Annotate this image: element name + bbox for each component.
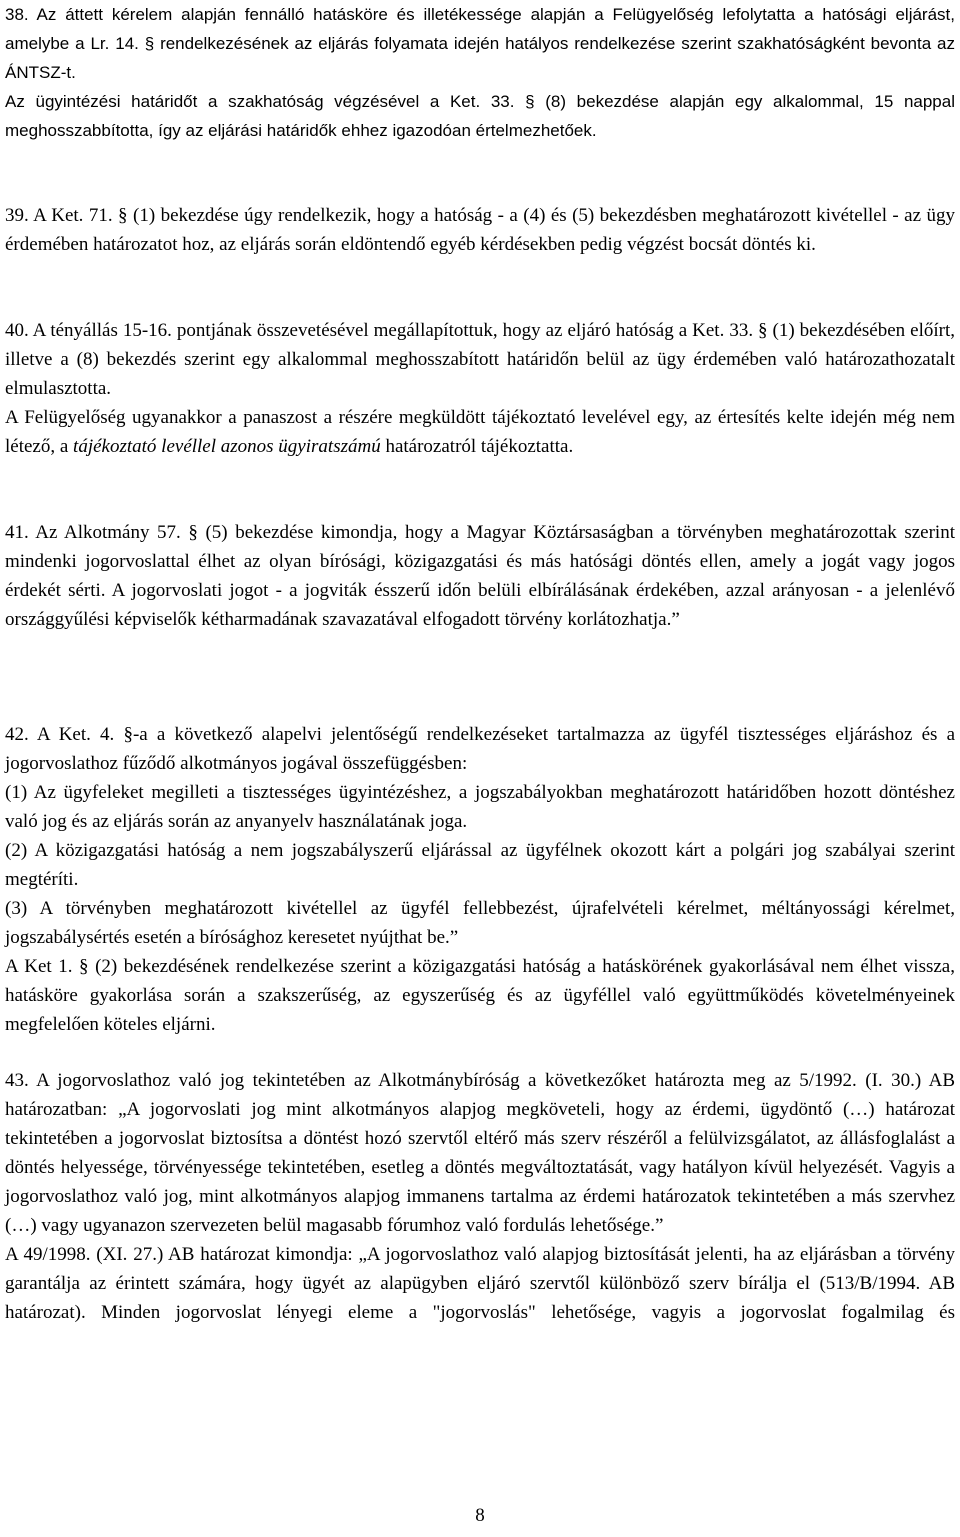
paragraph-42-ket-1: A Ket 1. § (2) bekezdésének rendelkezése szerint a közigazgatási hatóság a hatáskörének gyakorlásával nem élhet vissza, hatásköre gyakorlása során a szakszerűség, az egyszerűség és az ügyféllel való együttműködés követelményeinek megfelelően köteles eljárni. (5, 956, 955, 1035)
paragraph-41 (5, 518, 955, 634)
paragraph-40-notice-emphasis: tájékoztató levéllel azonos ügyiratszámú (73, 436, 381, 457)
paragraph-41-text: 41. Az Alkotmány 57. § (5) bekezdése kimondja, hogy a Magyar Köztársaságban a törvényben meghatározottak szerint mindenki jogorvoslattal élhet az olyan bírósági, közigazgatási és más hatósági döntés ellen, amely a jogát vagy jogos érdekét sérti. A jogorvoslati jogot - a jogviták ésszerű időn belüli elbírálásának érdekében, azzal arányosan - a jelenlévő országgyűlési képviselők kétharmadának szavazatával elfogadott törvény korlátozhatja.” (5, 522, 955, 630)
paragraph-40 (5, 316, 955, 461)
paragraph-40-notice-end: határozatról tájékoztatta. (380, 436, 574, 457)
paragraph-42-item-1: (1) Az ügyfeleket megilleti a tisztességes ügyintézéshez, a jogszabályokban meghatározott határidőben hozott döntéshez való jog és az eljárás során az anyanyelv használatának joga. (5, 782, 955, 832)
paragraph-39 (5, 201, 955, 259)
paragraph-43-quote-1: 43. A jogorvoslathoz való jog tekintetében az Alkotmánybíróság a következőket határozta meg az 5/1992. (I. 30.) AB határozatban: „A jogorvoslati jog mint alkotmányos alapjog megköveteli, hogy az érdemi, ügydöntő (…) határozat tekintetében a jogorvoslat biztosítsa a döntést hozó szervtől eltérő más szerv részéről a felülvizsgálatot, az állásfoglalást a döntés helyessége, törvényessége tekintetében, esetleg a döntés megváltoztatását, vagy hatályon kívül helyezését. Vagyis a jogorvoslathoz való jog, mint alkotmányos alapjog immanens tartalma az érdemi határozatok tekintetében a más szervhez (…) vagy ugyanazon szervezeten belül magasabb fórumhoz való fordulás lehetősége.” (5, 1070, 955, 1236)
paragraph-42-item-3: (3) A törvényben meghatározott kivétellel az ügyfél fellebbezést, újrafelvételi kérelmet, méltányossági kérelmet, jogszabálysértés esetén a bírósághoz keresetet nyújthat be.” (5, 898, 955, 948)
paragraph-40-notice-start: A Felügyelőség ugyanakkor a panaszost a részére megküldött tájékoztató levelével egy, az értesítés kelte idején még nem létező, a (5, 407, 955, 457)
paragraph-42-intro: 42. A Ket. 4. §-a a következő alapelvi jelentőségű rendelkezéseket tartalmazza az ügyfél tisztességes eljáráshoz és a jogorvoslathoz fűződő alkotmányos jogával összefüggésben: (5, 724, 955, 774)
paragraph-40-text: 40. A tényállás 15-16. pontjának összevetésével megállapítottuk, hogy az eljáró hatóság a Ket. 33. § (1) bekezdésében előírt, illetve a (8) bekezdés szerint egy alkalommal meghosszabított határidőn belül az ügy érdemében való határozathozatalt elmulasztotta. (5, 320, 955, 399)
paragraph-40-notice (5, 403, 955, 461)
paragraph-38-deadline: Az ügyintézési határidőt a szakhatóság végzésével a Ket. 33. § (8) bekezdése alapján egy alkalommal, 15 nappal meghosszabbította, így az eljárási határidők ehhez igazodóan értelmezhetőek. (5, 92, 955, 140)
paragraph-38 (5, 0, 955, 145)
paragraph-42 (5, 720, 955, 1039)
paragraph-38-text: 38. Az áttett kérelem alapján fennálló hatásköre és illetékessége alapján a Felügyelőség lefolytatta a hatósági eljárást, amelybe a Lr. 14. § rendelkezésének az eljárás folyamata idején hatályos rendelkezése szerint szakhatóságként bevonta az ÁNTSZ-t. (5, 5, 955, 82)
paragraph-43-quote-2: A 49/1998. (XI. 27.) AB határozat kimondja: „A jogorvoslathoz való alapjog biztosítását jelenti, ha az eljárásban a törvény garantálja az érintett számára, hogy ügyét az alapügyben eljáró szervtől különböző szerv bírálja el (513/B/1994. AB határozat). Minden jogorvoslat lényegi eleme a "jogorvoslás" lehetősége, vagyis a jogorvoslat fogalmilag és (5, 1244, 955, 1323)
paragraph-42-item-2: (2) A közigazgatási hatóság a nem jogszabályszerű eljárással az ügyfélnek okozott kárt a polgári jog szabályai szerint megtéríti. (5, 840, 955, 890)
paragraph-39-text: 39. A Ket. 71. § (1) bekezdése úgy rendelkezik, hogy a hatóság - a (4) és (5) bekezdésben meghatározott kivétellel - az ügy érdemében határozatot hoz, az eljárás során eldöntendő egyéb kérdésekben pedig végzést bocsát döntés ki. (5, 205, 955, 255)
paragraph-43 (5, 1066, 955, 1327)
page-number: 8 (475, 1505, 485, 1526)
